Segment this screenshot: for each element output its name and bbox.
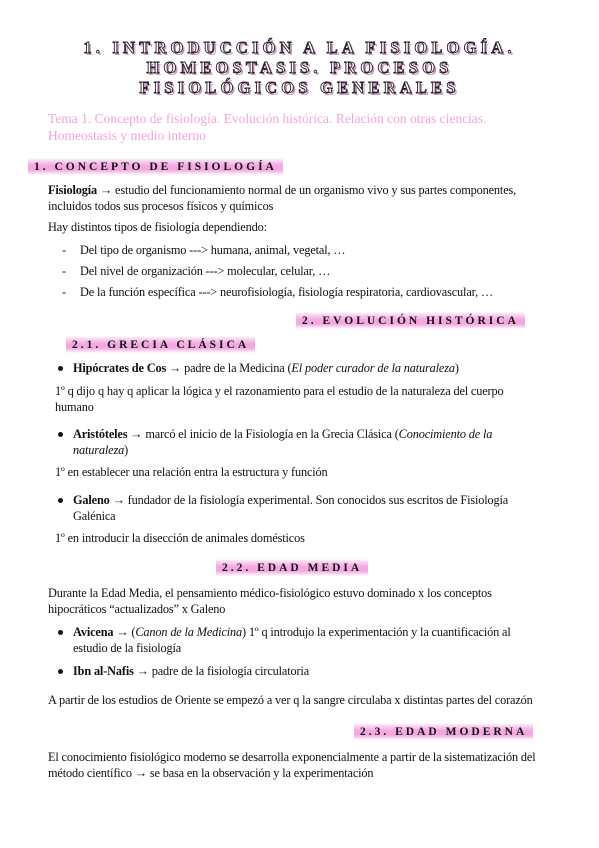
definition-text-2: incluidos todos sus procesos físicos y químicos bbox=[48, 199, 274, 213]
dash-marker: - bbox=[62, 285, 67, 299]
paren-close: ) bbox=[454, 361, 459, 375]
bullet-icon bbox=[58, 669, 63, 674]
list-item: Del nivel de organización ---> molecular, celular, … bbox=[80, 264, 331, 278]
avicena-pre: → ( bbox=[113, 625, 136, 639]
document-title bbox=[40, 38, 559, 98]
aristoteles-text: → marcó el inicio de la Fisiología en la Grecia Clásica ( bbox=[127, 427, 399, 441]
ibn-nafis-item bbox=[73, 664, 309, 680]
avicena-text-1: ) 1º q introdujo la experimentación y la cuantificación al bbox=[241, 625, 511, 639]
hipocrates-book: El poder curador de la naturaleza bbox=[291, 361, 455, 375]
subsection-heading-grecia: 2.1. GRECIA CLÁSICA bbox=[66, 336, 255, 353]
title-line-2: HOMEOSTASIS. PROCESOS bbox=[146, 58, 453, 77]
topic-subtitle: Tema 1. Concepto de fisiología. Evolución histórica. Relación con otras ciencias. Homeostasis y medio interno bbox=[48, 111, 487, 143]
aristoteles-line-2 bbox=[73, 443, 128, 459]
title-line-3: FISIOLÓGICOS GENERALES bbox=[139, 78, 460, 97]
dash-marker: - bbox=[62, 264, 67, 278]
galeno-text-1: → fundador de la fisiología experimental. Son conocidos sus escritos de Fisiología bbox=[109, 493, 509, 507]
bullet-icon bbox=[58, 630, 63, 635]
ibn-nafis-text: → padre de la fisiología circulatoria bbox=[133, 664, 309, 678]
aristoteles-book-1: Conocimiento de la bbox=[398, 427, 493, 441]
moderna-line-2: método científico → se basa en la observación y la experimentación bbox=[48, 766, 374, 780]
galeno-item bbox=[73, 493, 508, 509]
dash-marker: - bbox=[62, 243, 67, 257]
aristoteles-note: 1º en establecer una relación entra la estructura y función bbox=[55, 465, 328, 479]
subsection-heading-media: 2.2. EDAD MEDIA bbox=[216, 559, 368, 576]
bullet-icon bbox=[58, 498, 63, 503]
subsection-heading-moderna: 2.3. EDAD MODERNA bbox=[354, 723, 533, 740]
galeno-name: Galeno bbox=[73, 493, 110, 507]
galeno-note: 1º en introducir la disección de animales domésticos bbox=[55, 531, 305, 545]
bullet-icon bbox=[58, 432, 63, 437]
avicena-book: Canon de la Medicina bbox=[135, 625, 242, 639]
bullet-icon bbox=[58, 366, 63, 371]
hipocrates-text: → padre de la Medicina ( bbox=[166, 361, 292, 375]
title-line-1: 1. INTRODUCCIÓN A LA FISIOLOGÍA. bbox=[83, 38, 516, 57]
aristoteles-name: Aristóteles bbox=[73, 427, 128, 441]
avicena-item bbox=[73, 625, 511, 641]
section-heading-concepto: 1. CONCEPTO DE FISIOLOGÍA bbox=[28, 158, 283, 175]
aristoteles-book-2: naturaleza bbox=[73, 443, 125, 457]
hipocrates-name: Hipócrates de Cos bbox=[73, 361, 167, 375]
media-intro-1: Durante la Edad Media, el pensamiento médico-fisiológico estuvo dominado x los conceptos bbox=[48, 586, 492, 600]
term-fisiologia: Fisiología bbox=[48, 183, 98, 197]
hipocrates-note-2: humano bbox=[55, 400, 94, 414]
definition-text-1: → estudio del funcionamiento normal de un organismo vivo y sus partes componentes, bbox=[97, 183, 517, 197]
media-note: A partir de los estudios de Oriente se empezó a ver q la sangre circulaba x distintas partes del corazón bbox=[48, 693, 533, 707]
avicena-name: Avicena bbox=[73, 625, 114, 639]
galeno-text-2: Galénica bbox=[73, 509, 116, 523]
definition-paragraph bbox=[48, 183, 568, 199]
media-intro-2: hipocráticos “actualizados” x Galeno bbox=[48, 602, 226, 616]
section-heading-evolucion: 2. EVOLUCIÓN HISTÓRICA bbox=[296, 312, 525, 329]
aristoteles-item bbox=[73, 427, 492, 443]
avicena-text-2: estudio de la fisiología bbox=[73, 641, 182, 655]
hipocrates-item bbox=[73, 361, 459, 377]
types-intro: Hay distintos tipos de fisiología dependiendo: bbox=[48, 220, 267, 234]
paren-close: ) bbox=[124, 443, 129, 457]
ibn-nafis-name: Ibn al-Nafis bbox=[73, 664, 134, 678]
list-item: De la función específica ---> neurofisiología, fisiología respiratoria, cardiovascular, … bbox=[80, 285, 494, 299]
list-item: Del tipo de organismo ---> humana, animal, vegetal, … bbox=[80, 243, 346, 257]
hipocrates-note-1: 1º q dijo q hay q aplicar la lógica y el razonamiento para el estudio de la naturaleza del cuerpo bbox=[55, 384, 504, 398]
moderna-line-1: El conocimiento fisiológico moderno se desarrolla exponencialmente a partir de la sistematización del bbox=[48, 750, 536, 764]
